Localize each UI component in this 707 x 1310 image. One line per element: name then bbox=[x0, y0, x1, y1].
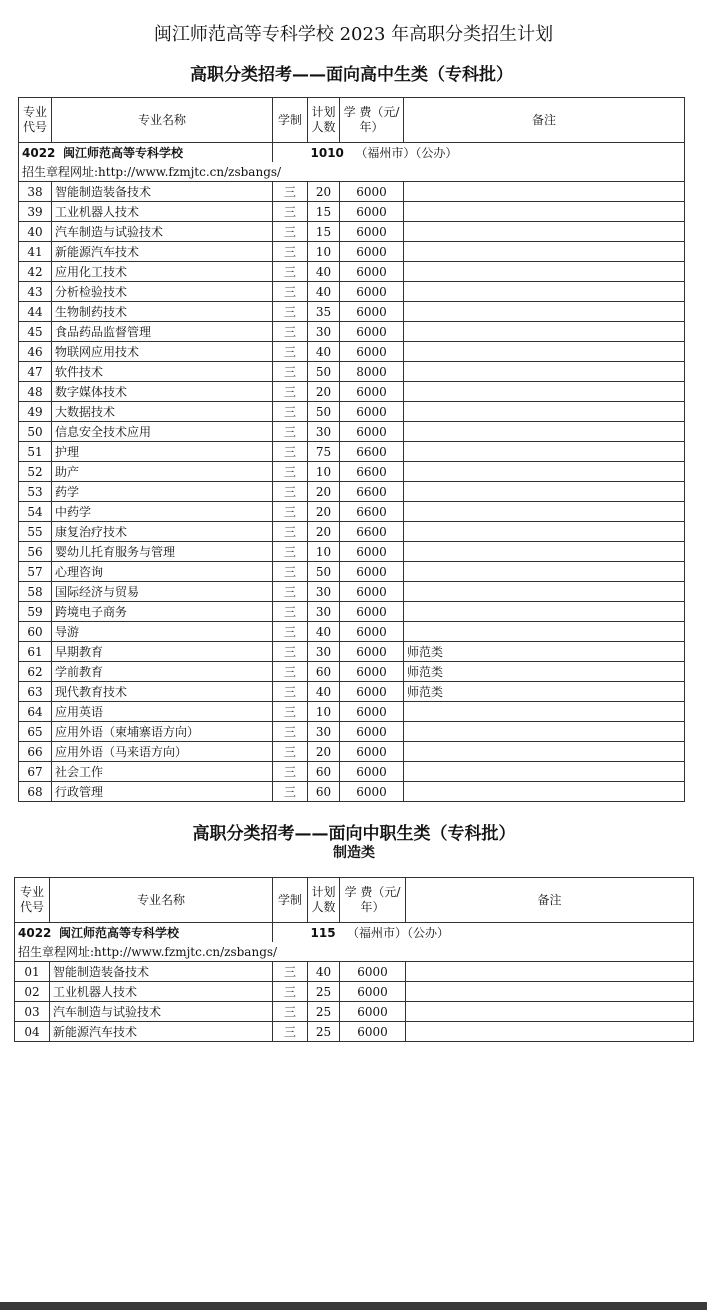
cell-note bbox=[404, 302, 685, 322]
cell-plan: 20 bbox=[308, 522, 340, 542]
cell-fee: 6000 bbox=[340, 722, 404, 742]
school-code: 4022 bbox=[22, 145, 56, 160]
header-system: 学制 bbox=[273, 98, 308, 143]
cell-code: 42 bbox=[19, 262, 52, 282]
school-total: 115 bbox=[310, 925, 336, 940]
cell-fee: 6000 bbox=[340, 562, 404, 582]
section1-title: 高职分类招考——面向高中生类（专科批） bbox=[190, 65, 513, 85]
table-row bbox=[19, 422, 685, 442]
school-row bbox=[19, 143, 685, 163]
cell-code: 61 bbox=[19, 642, 52, 662]
cell-name: 智能制造装备技术 bbox=[50, 962, 273, 982]
cell-system: 三 bbox=[273, 502, 308, 522]
table-row bbox=[19, 642, 685, 662]
cell-name: 应用化工技术 bbox=[52, 262, 273, 282]
cell-fee: 6600 bbox=[340, 462, 404, 482]
table-row bbox=[19, 362, 685, 382]
section2-table bbox=[14, 877, 694, 1042]
cell-code: 57 bbox=[19, 562, 52, 582]
table-row bbox=[19, 282, 685, 302]
table-row bbox=[15, 1022, 694, 1042]
cell-name: 心理咨询 bbox=[52, 562, 273, 582]
cell-plan: 25 bbox=[308, 982, 340, 1002]
bottom-bar bbox=[0, 1302, 707, 1310]
cell-plan: 60 bbox=[308, 662, 340, 682]
cell-plan: 30 bbox=[308, 582, 340, 602]
cell-note bbox=[404, 722, 685, 742]
header-code: 专业代号 bbox=[19, 98, 52, 143]
table-row bbox=[19, 322, 685, 342]
header-name: 专业名称 bbox=[52, 98, 273, 143]
cell-fee: 6000 bbox=[340, 322, 404, 342]
cell-plan: 25 bbox=[308, 1022, 340, 1042]
cell-code: 46 bbox=[19, 342, 52, 362]
cell-name: 学前教育 bbox=[52, 662, 273, 682]
cell-name: 生物制药技术 bbox=[52, 302, 273, 322]
cell-note bbox=[404, 342, 685, 362]
cell-note bbox=[404, 262, 685, 282]
cell-code: 49 bbox=[19, 402, 52, 422]
cell-fee: 6000 bbox=[340, 702, 404, 722]
cell-note bbox=[404, 202, 685, 222]
table-row bbox=[19, 262, 685, 282]
cell-system: 三 bbox=[273, 682, 308, 702]
cell-system: 三 bbox=[273, 282, 308, 302]
cell-note bbox=[404, 762, 685, 782]
cell-name: 食品药品监督管理 bbox=[52, 322, 273, 342]
cell-plan: 75 bbox=[308, 442, 340, 462]
cell-code: 68 bbox=[19, 782, 52, 802]
cell-name: 大数据技术 bbox=[52, 402, 273, 422]
table-row bbox=[19, 722, 685, 742]
cell-note bbox=[406, 962, 694, 982]
cell-code: 39 bbox=[19, 202, 52, 222]
cell-system: 三 bbox=[273, 202, 308, 222]
cell-note bbox=[404, 562, 685, 582]
cell-fee: 6000 bbox=[340, 602, 404, 622]
cell-code: 43 bbox=[19, 282, 52, 302]
cell-code: 50 bbox=[19, 422, 52, 442]
table-row bbox=[19, 502, 685, 522]
cell-note bbox=[404, 542, 685, 562]
cell-name: 护理 bbox=[52, 442, 273, 462]
cell-system: 三 bbox=[273, 542, 308, 562]
cell-plan: 60 bbox=[308, 762, 340, 782]
cell-name: 中药学 bbox=[52, 502, 273, 522]
cell-note bbox=[404, 482, 685, 502]
cell-system: 三 bbox=[273, 762, 308, 782]
cell-code: 63 bbox=[19, 682, 52, 702]
cell-code: 54 bbox=[19, 502, 52, 522]
cell-plan: 20 bbox=[308, 482, 340, 502]
school-row bbox=[15, 923, 694, 943]
cell-name: 工业机器人技术 bbox=[52, 202, 273, 222]
cell-code: 44 bbox=[19, 302, 52, 322]
cell-name: 国际经济与贸易 bbox=[52, 582, 273, 602]
cell-plan: 40 bbox=[308, 682, 340, 702]
cell-system: 三 bbox=[273, 782, 308, 802]
cell-plan: 40 bbox=[308, 962, 340, 982]
cell-system: 三 bbox=[273, 582, 308, 602]
cell-note bbox=[404, 182, 685, 202]
cell-name: 康复治疗技术 bbox=[52, 522, 273, 542]
cell-plan: 30 bbox=[308, 642, 340, 662]
cell-code: 45 bbox=[19, 322, 52, 342]
header-note: 备注 bbox=[404, 98, 685, 143]
cell-name: 婴幼儿托育服务与管理 bbox=[52, 542, 273, 562]
cell-code: 53 bbox=[19, 482, 52, 502]
table-row bbox=[19, 222, 685, 242]
table-row bbox=[19, 542, 685, 562]
school-city: （福州市）（公办） bbox=[347, 925, 450, 940]
cell-code: 65 bbox=[19, 722, 52, 742]
cell-fee: 6000 bbox=[340, 222, 404, 242]
table-row bbox=[19, 662, 685, 682]
cell-code: 38 bbox=[19, 182, 52, 202]
cell-note bbox=[404, 222, 685, 242]
cell-note bbox=[404, 602, 685, 622]
cell-note bbox=[404, 742, 685, 762]
cell-code: 40 bbox=[19, 222, 52, 242]
cell-system: 三 bbox=[273, 442, 308, 462]
table-row bbox=[19, 622, 685, 642]
cell-note bbox=[404, 462, 685, 482]
cell-note bbox=[406, 1002, 694, 1022]
cell-plan: 40 bbox=[308, 282, 340, 302]
cell-name: 新能源汽车技术 bbox=[52, 242, 273, 262]
table-row bbox=[19, 482, 685, 502]
cell-note bbox=[404, 282, 685, 302]
cell-code: 56 bbox=[19, 542, 52, 562]
cell-code: 58 bbox=[19, 582, 52, 602]
table-row bbox=[19, 522, 685, 542]
cell-plan: 40 bbox=[308, 342, 340, 362]
cell-code: 03 bbox=[15, 1002, 50, 1022]
cell-system: 三 bbox=[273, 1022, 308, 1042]
cell-note bbox=[404, 622, 685, 642]
cell-code: 62 bbox=[19, 662, 52, 682]
document-title: 闽江师范高等专科学校 2023 年高职分类招生计划 bbox=[153, 24, 554, 45]
cell-system: 三 bbox=[273, 462, 308, 482]
cell-system: 三 bbox=[273, 362, 308, 382]
cell-system: 三 bbox=[273, 242, 308, 262]
cell-note bbox=[404, 782, 685, 802]
cell-fee: 8000 bbox=[340, 362, 404, 382]
cell-plan: 40 bbox=[308, 262, 340, 282]
cell-plan: 20 bbox=[308, 502, 340, 522]
cell-fee: 6000 bbox=[340, 1022, 406, 1042]
cell-fee: 6000 bbox=[340, 242, 404, 262]
table-header-row bbox=[15, 878, 694, 923]
cell-fee: 6000 bbox=[340, 682, 404, 702]
cell-note bbox=[404, 362, 685, 382]
header-plan: 计划人数 bbox=[308, 878, 340, 923]
cell-system: 三 bbox=[273, 422, 308, 442]
cell-code: 64 bbox=[19, 702, 52, 722]
cell-name: 工业机器人技术 bbox=[50, 982, 273, 1002]
cell-note bbox=[404, 702, 685, 722]
cell-code: 67 bbox=[19, 762, 52, 782]
cell-note bbox=[404, 582, 685, 602]
cell-system: 三 bbox=[273, 702, 308, 722]
cell-plan: 10 bbox=[308, 702, 340, 722]
cell-note: 师范类 bbox=[404, 682, 685, 702]
cell-name: 应用外语（柬埔寨语方向） bbox=[52, 722, 273, 742]
cell-fee: 6000 bbox=[340, 342, 404, 362]
table-header-row bbox=[19, 98, 685, 143]
cell-name: 导游 bbox=[52, 622, 273, 642]
cell-note bbox=[404, 442, 685, 462]
cell-name: 跨境电子商务 bbox=[52, 602, 273, 622]
cell-plan: 20 bbox=[308, 182, 340, 202]
cell-system: 三 bbox=[273, 382, 308, 402]
cell-fee: 6000 bbox=[340, 382, 404, 402]
school-website: 招生章程网址:http://www.fzmjtc.cn/zsbangs/ bbox=[19, 162, 685, 182]
header-fee: 学 费（元/年） bbox=[340, 878, 406, 923]
cell-plan: 10 bbox=[308, 542, 340, 562]
cell-plan: 15 bbox=[308, 222, 340, 242]
cell-name: 智能制造装备技术 bbox=[52, 182, 273, 202]
cell-plan: 30 bbox=[308, 722, 340, 742]
cell-note bbox=[404, 322, 685, 342]
cell-fee: 6000 bbox=[340, 582, 404, 602]
section1-table bbox=[18, 97, 685, 802]
cell-fee: 6000 bbox=[340, 982, 406, 1002]
cell-system: 三 bbox=[273, 182, 308, 202]
cell-plan: 40 bbox=[308, 622, 340, 642]
cell-code: 59 bbox=[19, 602, 52, 622]
cell-fee: 6000 bbox=[340, 1002, 406, 1022]
cell-code: 01 bbox=[15, 962, 50, 982]
cell-system: 三 bbox=[273, 562, 308, 582]
cell-code: 04 bbox=[15, 1022, 50, 1042]
table-row bbox=[19, 682, 685, 702]
table-row bbox=[19, 382, 685, 402]
table-row bbox=[19, 442, 685, 462]
school-city: （福州市）（公办） bbox=[355, 145, 458, 160]
cell-plan: 50 bbox=[308, 362, 340, 382]
cell-code: 55 bbox=[19, 522, 52, 542]
cell-plan: 10 bbox=[308, 462, 340, 482]
cell-note: 师范类 bbox=[404, 642, 685, 662]
cell-note bbox=[404, 242, 685, 262]
cell-note bbox=[406, 1022, 694, 1042]
section2-subtitle: 制造类 bbox=[333, 845, 375, 861]
cell-fee: 6600 bbox=[340, 442, 404, 462]
cell-system: 三 bbox=[273, 1002, 308, 1022]
cell-system: 三 bbox=[273, 602, 308, 622]
cell-fee: 6000 bbox=[340, 302, 404, 322]
cell-note bbox=[404, 402, 685, 422]
cell-name: 现代教育技术 bbox=[52, 682, 273, 702]
header-code: 专业代号 bbox=[15, 878, 50, 923]
cell-plan: 50 bbox=[308, 402, 340, 422]
cell-code: 02 bbox=[15, 982, 50, 1002]
table-row bbox=[15, 982, 694, 1002]
cell-system: 三 bbox=[273, 322, 308, 342]
cell-fee: 6000 bbox=[340, 282, 404, 302]
school-code: 4022 bbox=[18, 925, 52, 940]
header-note: 备注 bbox=[406, 878, 694, 923]
table-row bbox=[19, 242, 685, 262]
header-plan: 计划人数 bbox=[308, 98, 340, 143]
cell-name: 汽车制造与试验技术 bbox=[50, 1002, 273, 1022]
cell-plan: 30 bbox=[308, 422, 340, 442]
cell-name: 社会工作 bbox=[52, 762, 273, 782]
cell-plan: 20 bbox=[308, 742, 340, 762]
cell-plan: 25 bbox=[308, 1002, 340, 1022]
cell-note bbox=[404, 422, 685, 442]
cell-system: 三 bbox=[273, 342, 308, 362]
cell-fee: 6000 bbox=[340, 402, 404, 422]
cell-note bbox=[404, 522, 685, 542]
cell-system: 三 bbox=[273, 482, 308, 502]
table-row bbox=[19, 562, 685, 582]
table-row bbox=[19, 462, 685, 482]
school-total: 1010 bbox=[310, 145, 344, 160]
cell-note bbox=[406, 982, 694, 1002]
table-row bbox=[19, 742, 685, 762]
table-row bbox=[19, 602, 685, 622]
cell-fee: 6000 bbox=[340, 202, 404, 222]
school-website: 招生章程网址:http://www.fzmjtc.cn/zsbangs/ bbox=[15, 942, 694, 962]
header-name: 专业名称 bbox=[50, 878, 273, 923]
cell-name: 物联网应用技术 bbox=[52, 342, 273, 362]
cell-system: 三 bbox=[273, 982, 308, 1002]
table-row bbox=[15, 962, 694, 982]
cell-code: 47 bbox=[19, 362, 52, 382]
section2-title: 高职分类招考——面向中职生类（专科批） bbox=[192, 824, 516, 844]
cell-fee: 6000 bbox=[340, 262, 404, 282]
cell-fee: 6000 bbox=[340, 422, 404, 442]
cell-fee: 6600 bbox=[340, 502, 404, 522]
cell-code: 66 bbox=[19, 742, 52, 762]
cell-name: 软件技术 bbox=[52, 362, 273, 382]
cell-plan: 15 bbox=[308, 202, 340, 222]
cell-fee: 6000 bbox=[340, 542, 404, 562]
school-name: 闽江师范高等专科学校 bbox=[59, 925, 180, 940]
table-row bbox=[19, 402, 685, 422]
cell-plan: 30 bbox=[308, 602, 340, 622]
cell-fee: 6000 bbox=[340, 182, 404, 202]
cell-system: 三 bbox=[273, 622, 308, 642]
cell-note: 师范类 bbox=[404, 662, 685, 682]
cell-system: 三 bbox=[273, 302, 308, 322]
cell-note bbox=[404, 502, 685, 522]
table-row bbox=[19, 762, 685, 782]
cell-fee: 6000 bbox=[340, 742, 404, 762]
cell-name: 早期教育 bbox=[52, 642, 273, 662]
cell-name: 应用英语 bbox=[52, 702, 273, 722]
cell-fee: 6600 bbox=[340, 482, 404, 502]
cell-name: 应用外语（马来语方向） bbox=[52, 742, 273, 762]
cell-system: 三 bbox=[273, 262, 308, 282]
school-website-row bbox=[19, 162, 685, 182]
header-fee: 学 费（元/年） bbox=[340, 98, 404, 143]
cell-fee: 6000 bbox=[340, 962, 406, 982]
table-row bbox=[19, 342, 685, 362]
cell-code: 52 bbox=[19, 462, 52, 482]
cell-plan: 20 bbox=[308, 382, 340, 402]
cell-code: 51 bbox=[19, 442, 52, 462]
table-row bbox=[19, 782, 685, 802]
table-row bbox=[19, 202, 685, 222]
cell-name: 助产 bbox=[52, 462, 273, 482]
cell-name: 信息安全技术应用 bbox=[52, 422, 273, 442]
cell-fee: 6000 bbox=[340, 622, 404, 642]
cell-name: 分析检验技术 bbox=[52, 282, 273, 302]
cell-note bbox=[404, 382, 685, 402]
cell-plan: 60 bbox=[308, 782, 340, 802]
table-row bbox=[19, 702, 685, 722]
cell-fee: 6000 bbox=[340, 782, 404, 802]
cell-code: 60 bbox=[19, 622, 52, 642]
cell-system: 三 bbox=[273, 722, 308, 742]
cell-name: 汽车制造与试验技术 bbox=[52, 222, 273, 242]
table-row bbox=[19, 182, 685, 202]
table-row bbox=[19, 302, 685, 322]
cell-system: 三 bbox=[273, 962, 308, 982]
cell-name: 新能源汽车技术 bbox=[50, 1022, 273, 1042]
cell-fee: 6000 bbox=[340, 662, 404, 682]
cell-fee: 6600 bbox=[340, 522, 404, 542]
header-system: 学制 bbox=[273, 878, 308, 923]
table-row bbox=[15, 1002, 694, 1022]
cell-fee: 6000 bbox=[340, 642, 404, 662]
cell-name: 药学 bbox=[52, 482, 273, 502]
cell-name: 行政管理 bbox=[52, 782, 273, 802]
cell-code: 48 bbox=[19, 382, 52, 402]
cell-system: 三 bbox=[273, 402, 308, 422]
cell-system: 三 bbox=[273, 742, 308, 762]
cell-plan: 30 bbox=[308, 322, 340, 342]
cell-system: 三 bbox=[273, 222, 308, 242]
cell-plan: 35 bbox=[308, 302, 340, 322]
cell-fee: 6000 bbox=[340, 762, 404, 782]
cell-plan: 50 bbox=[308, 562, 340, 582]
cell-system: 三 bbox=[273, 662, 308, 682]
table-row bbox=[19, 582, 685, 602]
school-website-row bbox=[15, 942, 694, 962]
cell-plan: 10 bbox=[308, 242, 340, 262]
school-name: 闽江师范高等专科学校 bbox=[63, 145, 184, 160]
cell-code: 41 bbox=[19, 242, 52, 262]
cell-system: 三 bbox=[273, 522, 308, 542]
cell-system: 三 bbox=[273, 642, 308, 662]
cell-name: 数字媒体技术 bbox=[52, 382, 273, 402]
